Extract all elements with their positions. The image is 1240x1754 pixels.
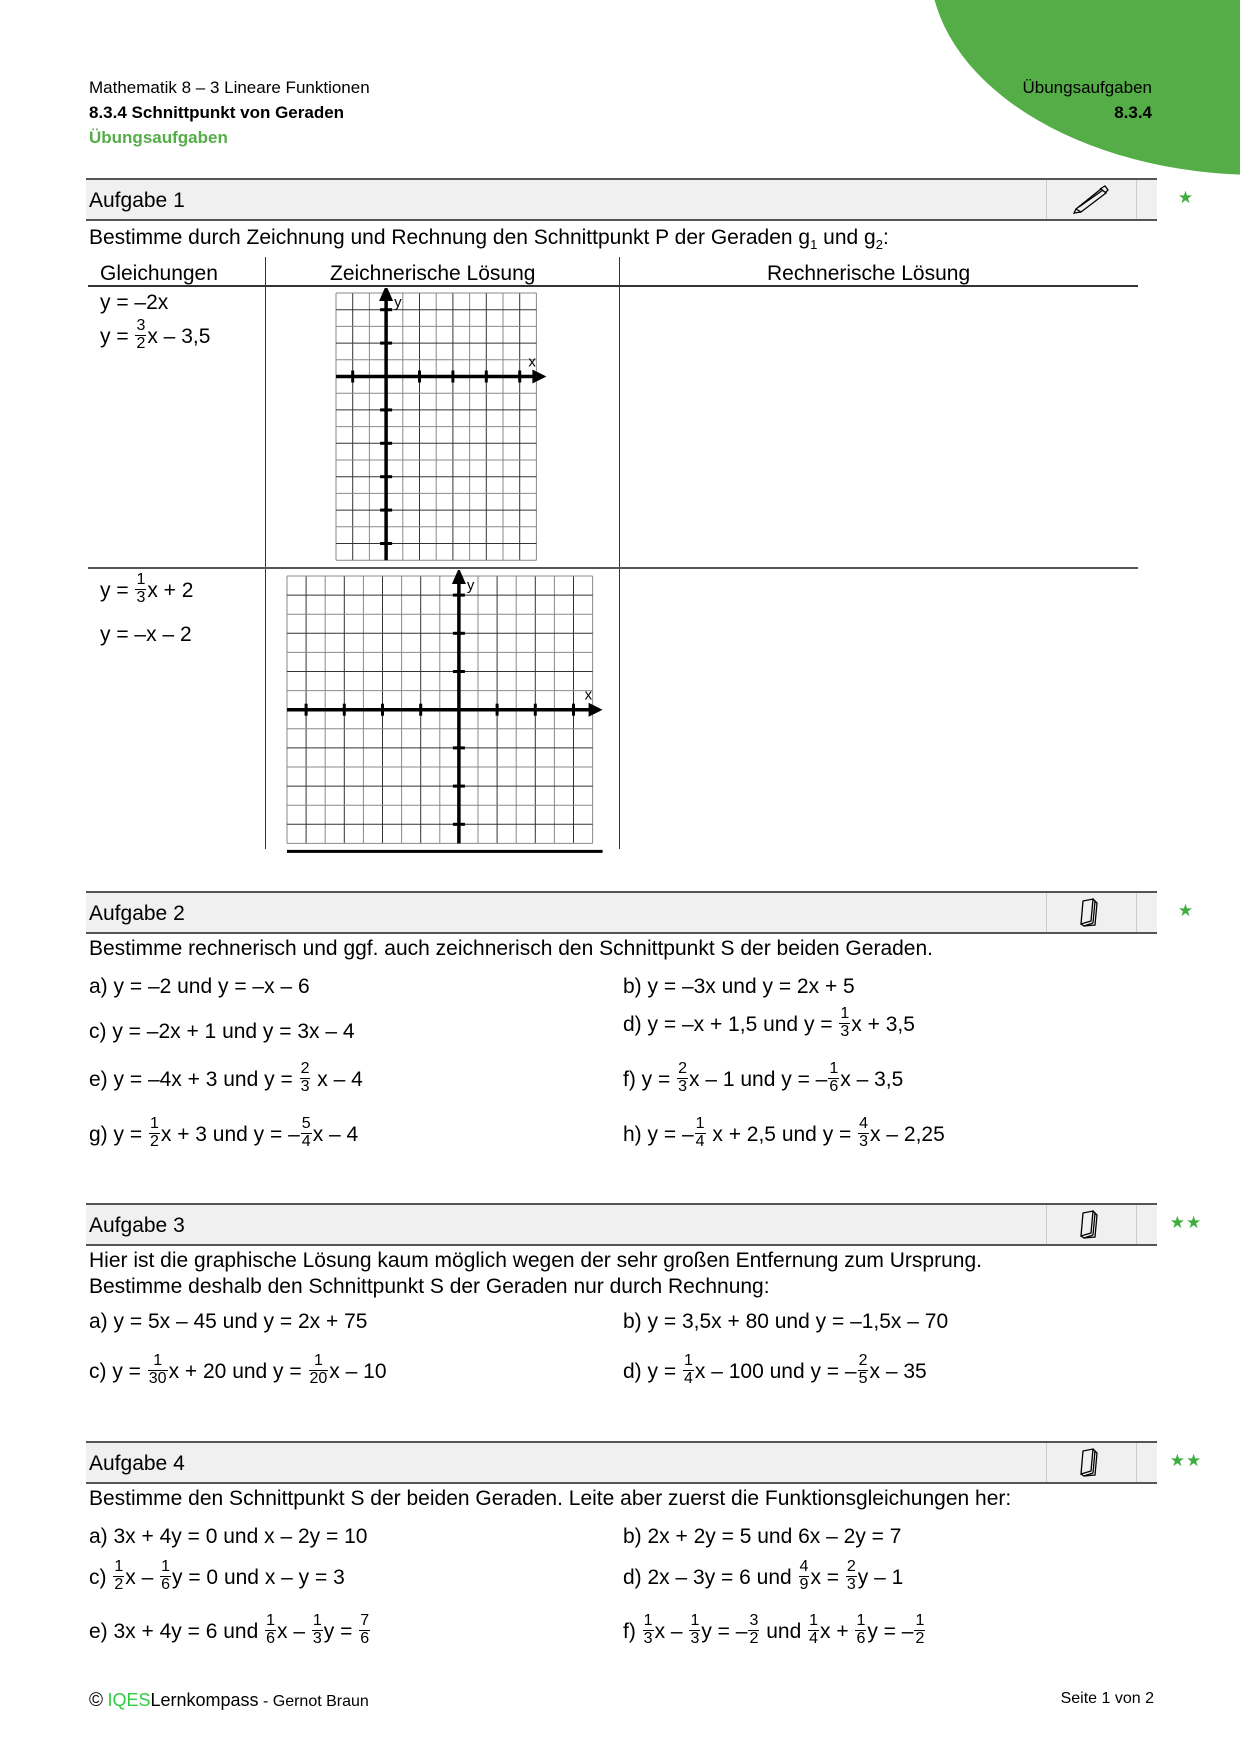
- task1-instruction: Bestimme durch Zeichnung und Rechnung den Schnittpunkt P der Geraden $g_1$ und $g_2$:: [89, 226, 889, 253]
- pencil-icon: [1071, 184, 1111, 214]
- col-header-equations: Gleichungen: [100, 262, 218, 285]
- coordinate-grid-2[interactable]: [280, 570, 610, 860]
- section-title: 8.3.4 Schnittpunkt von Geraden: [89, 103, 345, 122]
- brand-lernkompass: Lernkompass: [150, 1690, 259, 1710]
- task-header-4: [86, 1441, 1203, 1484]
- task-title: Aufgabe 2: [89, 902, 185, 925]
- book-icon: [1071, 1447, 1111, 1477]
- task-title: Aufgabe 1: [89, 189, 185, 212]
- task-title: Aufgabe 3: [89, 1214, 185, 1237]
- worksheet-type: Übungsaufgaben: [89, 128, 228, 147]
- table-row-divider: [88, 567, 1138, 569]
- difficulty-stars: ★: [1177, 901, 1195, 920]
- y-axis-arrow: [379, 288, 393, 301]
- task-header-3: [86, 1203, 1203, 1246]
- y-axis-label: y: [394, 294, 402, 311]
- x-axis-arrow: [589, 703, 603, 717]
- brand-iqes: IQES: [107, 1690, 151, 1710]
- copyright-symbol: ©: [89, 1690, 103, 1711]
- x-axis-label: x: [584, 686, 593, 704]
- exercise-b: b) y = –3x und y = 2x + 5: [623, 975, 855, 998]
- table-header-divider: [88, 285, 1138, 287]
- exercise-h: h) y = – $\frac{1}{4}$ x + 2,5 und y = $\frac{4}{3}$ x – 2,25: [623, 1115, 945, 1150]
- table-column-divider: [265, 257, 266, 849]
- col-header-computational: Rechnerische Lösung: [767, 262, 971, 285]
- author: - Gernot Braun: [258, 1693, 369, 1710]
- exercise-c: c) $\frac{1}{2}$ x – $\frac{1}{6}$ y = 0 und x – y = 3: [89, 1558, 345, 1593]
- exercise-a: a) y = –2 und y = –x – 6: [89, 975, 310, 998]
- exercise-f: f) $\frac{1}{3}$ x – $\frac{1}{3}$ y = – $\frac{3}{2}$ und $\frac{1}{4}$ x + $\frac{1}{6}$ y = – $\frac{1}{2}$: [623, 1612, 925, 1647]
- exercise-f: f) y = $\frac{2}{3}$ x – 1 und y = – $\frac{1}{6}$ x – 3,5: [623, 1060, 904, 1095]
- x-axis-arrow: [532, 370, 546, 384]
- exercise-g: g) y = $\frac{1}{2}$ x + 3 und y = – $\frac{5}{4}$ x – 4: [89, 1115, 359, 1150]
- task-header-1: [86, 178, 1195, 221]
- equation-g1: y = –2x: [100, 291, 169, 314]
- table-column-divider: [619, 257, 620, 849]
- col-header-graphical: Zeichnerische Lösung: [330, 262, 536, 285]
- page-number: Seite 1 von 2: [1060, 1690, 1154, 1707]
- x-axis-label: x: [528, 353, 536, 371]
- book-icon: [1071, 1209, 1111, 1239]
- footer-brand: [89, 1690, 369, 1712]
- exercise-d: d) 2x – 3y = 6 und $\frac{4}{9}$ x = $\frac{2}{3}$ y – 1: [623, 1558, 904, 1593]
- course-title: Mathematik 8 – 3 Lineare Funktionen: [89, 78, 370, 97]
- difficulty-stars: ★: [1177, 188, 1195, 207]
- exercise-c: c) y = –2x + 1 und y = 3x – 4: [89, 1020, 355, 1043]
- task-header-2: [86, 891, 1195, 934]
- difficulty-stars: ★★: [1169, 1213, 1203, 1232]
- exercise-d: d) y = $\frac{1}{4}$ x – 100 und y = – $\frac{2}{5}$ x – 35: [623, 1352, 927, 1387]
- exercise-a: a) 3x + 4y = 0 und x – 2y = 10: [89, 1525, 368, 1548]
- exercise-b: b) 2x + 2y = 5 und 6x – 2y = 7: [623, 1525, 902, 1548]
- task-title: Aufgabe 4: [89, 1452, 185, 1475]
- equation-g1: y = $\frac{1}{3}$ x + 2: [100, 571, 194, 606]
- exercise-c: c) y = $\frac{1}{30}$ x + 20 und y = $\frac{1}{20}$ x – 10: [89, 1352, 387, 1387]
- task3-instruction-1: Hier ist die graphische Lösung kaum möglich wegen der sehr großen Entfernung zum Ursprung.: [89, 1249, 982, 1272]
- task3-instruction-2: Bestimme deshalb den Schnittpunkt S der Geraden nur durch Rechnung:: [89, 1275, 770, 1298]
- exercise-d: d) y = –x + 1,5 und y = $\frac{1}{3}$ x + 3,5: [623, 1005, 915, 1040]
- header-right-type: Übungsaufgaben: [1022, 78, 1152, 97]
- exercise-e: e) y = –4x + 3 und y = $\frac{2}{3}$ x – 4: [89, 1060, 363, 1095]
- task4-instruction: Bestimme den Schnittpunkt S der beiden Geraden. Leite aber zuerst die Funktionsgleichungen her:: [89, 1487, 1012, 1510]
- task2-instruction: Bestimme rechnerisch und ggf. auch zeichnerisch den Schnittpunkt S der beiden Geraden.: [89, 937, 933, 960]
- exercise-e: e) 3x + 4y = 6 und $\frac{1}{6}$ x – $\frac{1}{3}$ y = $\frac{7}{6}$: [89, 1612, 370, 1647]
- header-right-number: 8.3.4: [1114, 103, 1152, 122]
- y-axis-label: y: [466, 577, 475, 594]
- y-axis-arrow: [452, 570, 466, 584]
- exercise-a: a) y = 5x – 45 und y = 2x + 75: [89, 1310, 368, 1333]
- exercise-b: b) y = 3,5x + 80 und y = –1,5x – 70: [623, 1310, 949, 1333]
- equation-g2: y = –x – 2: [100, 623, 192, 646]
- difficulty-stars: ★★: [1169, 1451, 1203, 1470]
- book-icon: [1071, 897, 1111, 927]
- coordinate-grid-1[interactable]: [325, 288, 555, 568]
- equation-g2: y = $\frac{3}{2}$ x – 3,5: [100, 317, 211, 352]
